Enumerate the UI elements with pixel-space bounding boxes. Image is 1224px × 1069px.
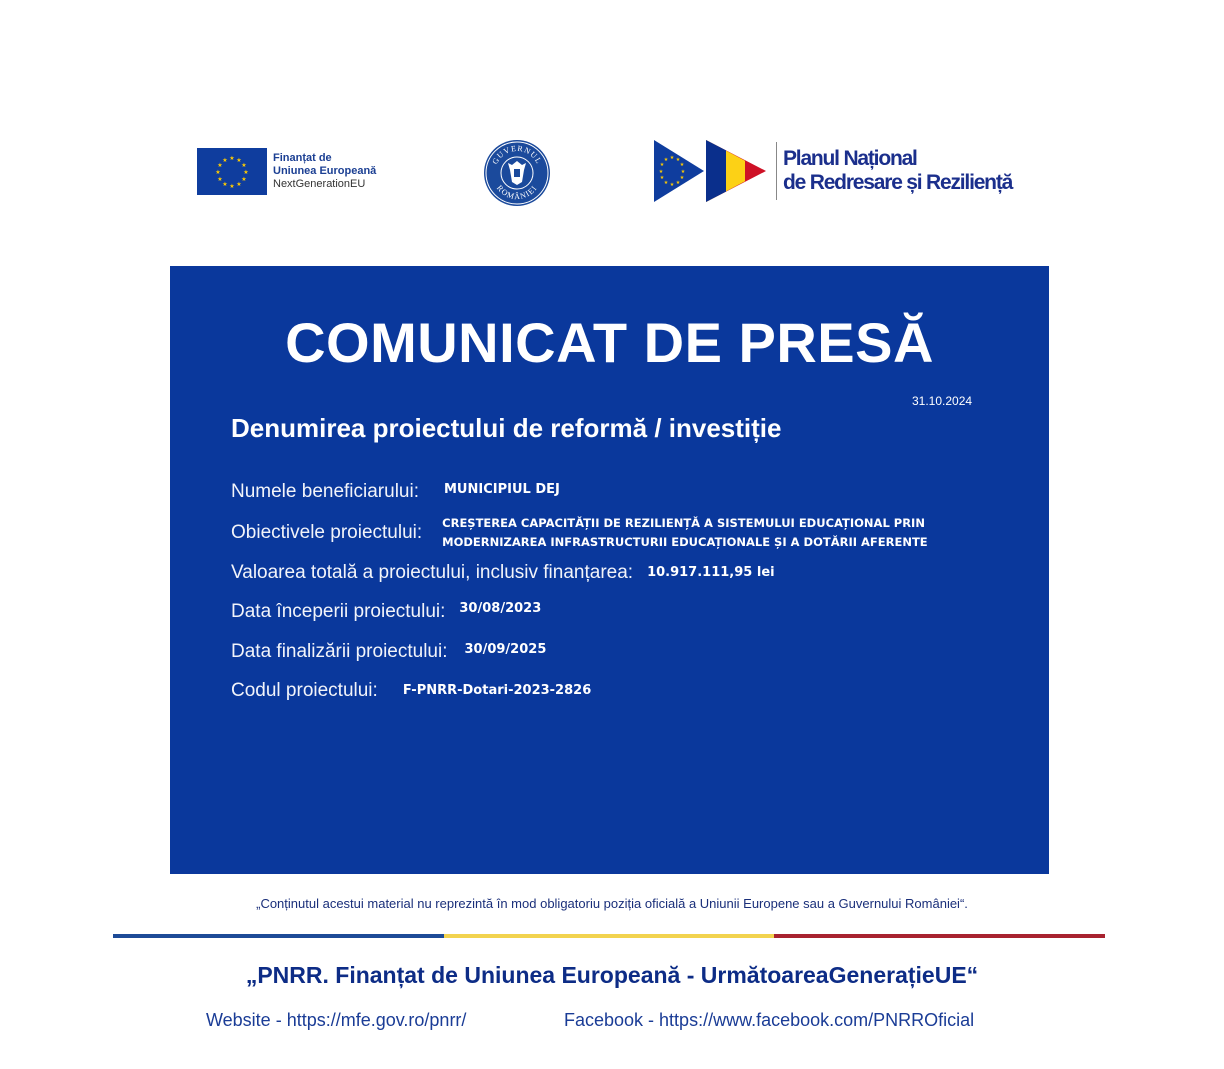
- field-label: Data începerii proiectului:: [231, 601, 446, 622]
- svg-text:★: ★: [659, 175, 665, 181]
- field-label: Data finalizării proiectului:: [231, 641, 448, 662]
- svg-text:★: ★: [229, 183, 235, 190]
- release-date: 31.10.2024: [912, 394, 973, 408]
- svg-text:★: ★: [679, 175, 685, 181]
- svg-text:ROMÂNIEI: ROMÂNIEI: [495, 183, 539, 202]
- svg-text:★: ★: [222, 181, 228, 188]
- page-title: COMUNICAT DE PRESĂ: [285, 311, 934, 374]
- svg-text:★: ★: [241, 162, 247, 169]
- government-seal-icon: [482, 138, 552, 208]
- svg-text:★: ★: [222, 157, 228, 164]
- svg-text:★: ★: [217, 162, 223, 169]
- eu-logo-text: [273, 152, 376, 191]
- divider-yellow: [444, 934, 775, 938]
- divider-blue: [113, 934, 444, 938]
- field-value: CREȘTEREA CAPACITĂȚII DE REZILIENȚĂ A SISTEMULUI EDUCAȚIONAL PRIN MODERNIZAREA INFRASTRUCTURII EDUCAȚIONALE ȘI A DOTĂRII AFERENTE: [442, 516, 928, 549]
- eu-flag-icon: [197, 148, 267, 195]
- field-end-date: [231, 641, 546, 663]
- pnrr-logo-text: [783, 147, 1012, 195]
- field-label: Valoarea totală a proiectului, inclusiv finanțarea:: [231, 562, 634, 583]
- svg-text:★: ★: [675, 180, 681, 186]
- eu-logo-line3: NextGenerationEU: [273, 178, 366, 190]
- tricolor-divider: [113, 934, 1105, 938]
- facebook-link[interactable]: Facebook - https://www.facebook.com/PNRROficial: [564, 1010, 975, 1030]
- field-value: 30/08/2023: [459, 601, 542, 616]
- slogan: „PNRR. Finanțat de Uniunea Europeană - UrmătoareaGenerațieUE“: [245, 962, 979, 988]
- disclaimer-text: „Conținutul acestui material nu reprezintă în mod obligatoriu poziția oficială a Uniunii Europene sau a Guvernului României“.: [256, 896, 968, 911]
- field-start-date: [231, 601, 541, 623]
- svg-text:★: ★: [663, 180, 669, 186]
- svg-text:★: ★: [215, 169, 221, 176]
- field-beneficiary: [231, 481, 560, 503]
- svg-text:★: ★: [243, 169, 249, 176]
- eu-logo-line2: Uniunea Europeană: [273, 165, 377, 177]
- svg-text:★: ★: [236, 157, 242, 164]
- field-value: 30/09/2025: [464, 642, 547, 657]
- svg-text:★: ★: [659, 162, 665, 168]
- svg-text:★: ★: [241, 176, 247, 183]
- pnrr-logo-line2: de Redresare și Reziliență: [783, 171, 1013, 194]
- eu-logo-line1: Finanțat de: [273, 152, 332, 164]
- svg-text:★: ★: [658, 169, 664, 175]
- svg-text:★: ★: [236, 181, 242, 188]
- field-label: Numele beneficiarului:: [231, 481, 419, 502]
- field-project-code: [231, 680, 591, 702]
- press-release-panel: [170, 266, 1049, 874]
- svg-text:★: ★: [669, 155, 675, 161]
- project-subtitle: Denumirea proiectului de reformă / investiție: [231, 413, 782, 443]
- website-link[interactable]: Website - https://mfe.gov.ro/pnrr/: [206, 1010, 467, 1030]
- svg-text:★: ★: [679, 162, 685, 168]
- field-value: 10.917.111,95 lei: [647, 565, 775, 580]
- pnrr-divider: [776, 142, 777, 200]
- field-objectives: [231, 516, 1012, 552]
- svg-text:★: ★: [663, 157, 669, 163]
- eu-funding-logo: [197, 148, 376, 195]
- field-label: Codul proiectului:: [231, 680, 378, 701]
- divider-red: [774, 934, 1105, 938]
- field-label: Obiectivele proiectului:: [231, 522, 423, 543]
- svg-text:★: ★: [669, 182, 675, 188]
- field-value: F-PNRR-Dotari-2023-2826: [402, 683, 592, 698]
- svg-text:★: ★: [680, 169, 686, 175]
- field-total-value: [231, 562, 775, 584]
- svg-text:★: ★: [675, 157, 681, 163]
- svg-text:GUVERNUL: GUVERNUL: [490, 143, 544, 166]
- svg-text:★: ★: [217, 176, 223, 183]
- pnrr-logo: [654, 140, 1012, 202]
- svg-text:★: ★: [229, 155, 235, 162]
- pnrr-logo-line1: Planul Național: [783, 147, 917, 170]
- field-value: MUNICIPIUL DEJ: [444, 482, 560, 497]
- pnrr-arrows-icon: [654, 140, 766, 202]
